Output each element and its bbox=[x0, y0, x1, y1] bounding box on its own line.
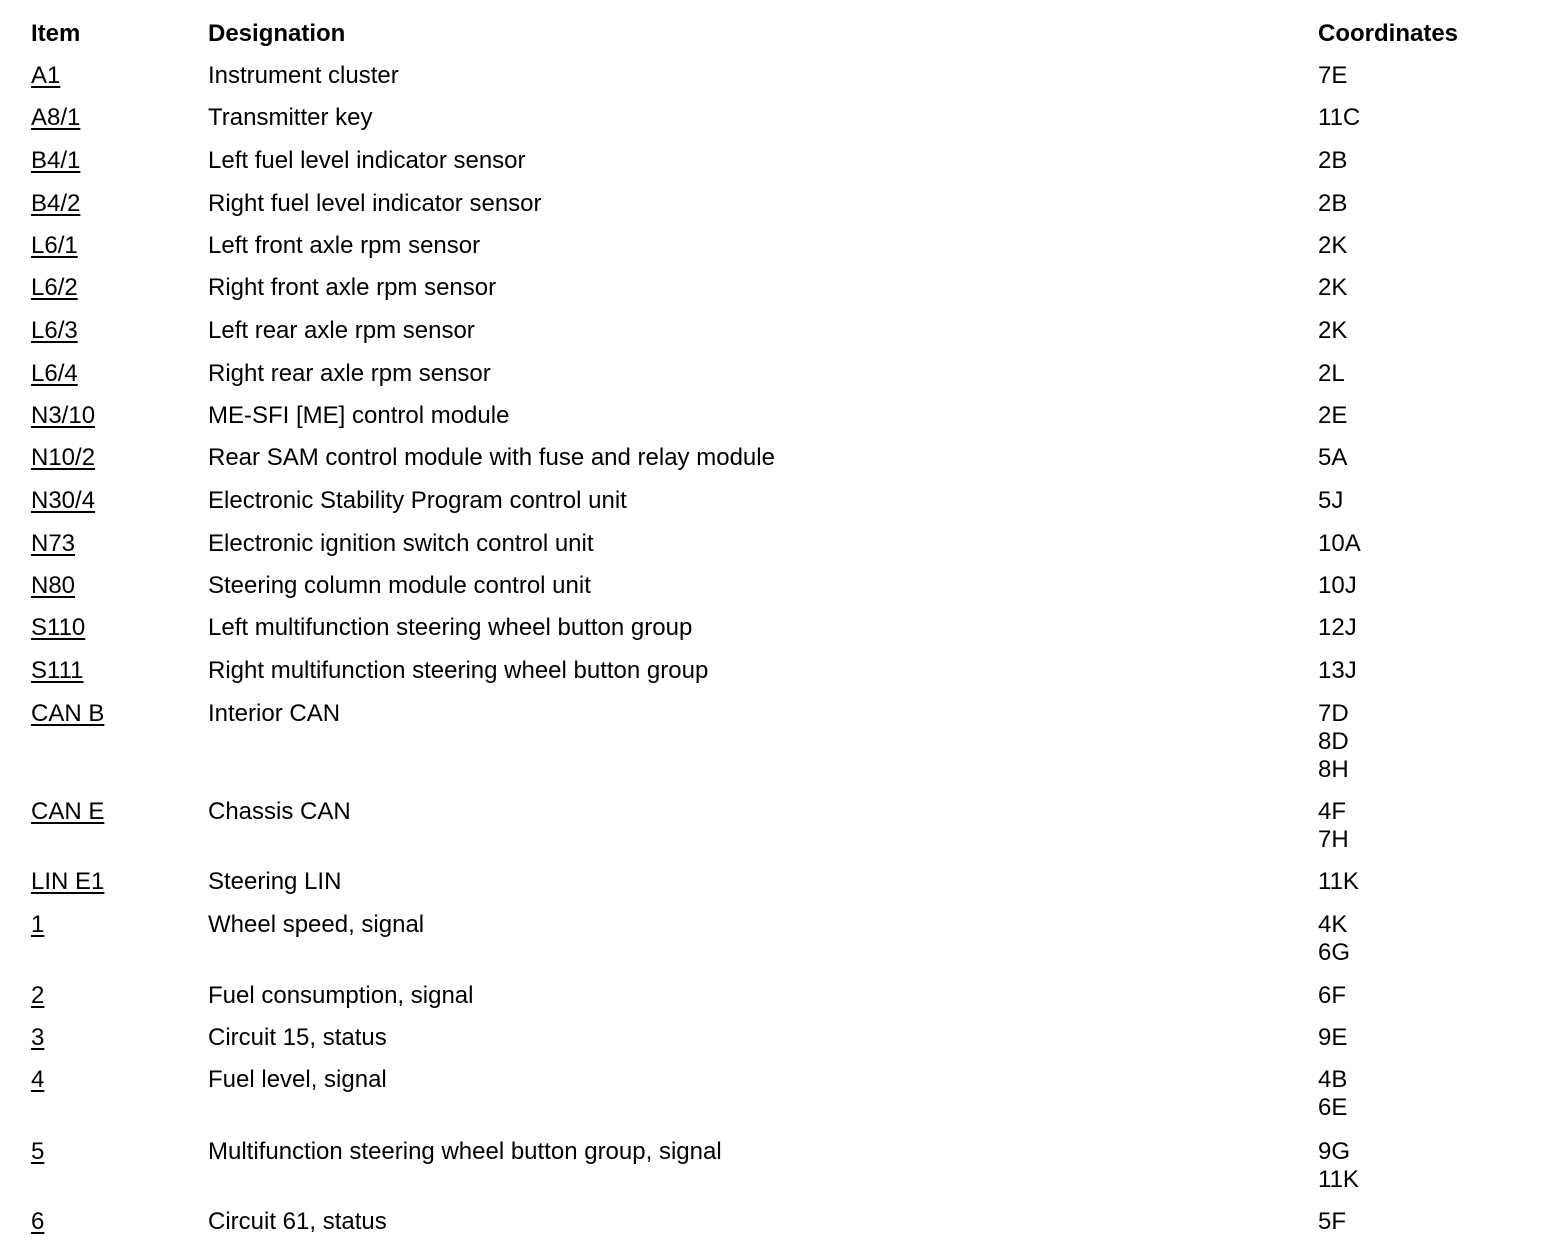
item-cell bbox=[31, 700, 104, 728]
coordinate-value: 4F bbox=[1318, 798, 1347, 825]
item-link[interactable]: L6/1 bbox=[31, 232, 78, 259]
item-cell bbox=[31, 487, 95, 515]
designation-cell: Wheel speed, signal bbox=[208, 911, 425, 938]
item-cell bbox=[31, 982, 44, 1010]
designation-cell: Fuel consumption, signal bbox=[208, 982, 474, 1009]
item-link[interactable]: 3 bbox=[31, 1024, 45, 1051]
coordinate-value: 12J bbox=[1318, 614, 1357, 641]
coordinate-value: 2K bbox=[1318, 317, 1348, 344]
coordinate-value: 10A bbox=[1318, 530, 1361, 557]
coordinate-value: 2L bbox=[1318, 360, 1345, 387]
coordinate-value: 13J bbox=[1318, 657, 1357, 684]
item-cell bbox=[31, 317, 78, 345]
coordinate-value: 8H bbox=[1318, 756, 1349, 783]
coordinates-cell bbox=[1318, 274, 1347, 302]
coordinates-cell bbox=[1318, 614, 1357, 642]
coordinate-value: 4K bbox=[1318, 911, 1348, 938]
designation-cell: Left multifunction steering wheel button group bbox=[208, 614, 693, 641]
designation-cell: Instrument cluster bbox=[208, 62, 399, 89]
coordinate-value: 5A bbox=[1318, 444, 1348, 471]
coordinate-value: 6F bbox=[1318, 982, 1347, 1009]
item-cell bbox=[31, 274, 78, 302]
coordinates-cell bbox=[1318, 868, 1359, 896]
designation-cell: Right multifunction steering wheel button group bbox=[208, 657, 709, 684]
item-link[interactable]: 2 bbox=[31, 982, 45, 1009]
designation-cell: Circuit 61, status bbox=[208, 1208, 387, 1235]
coordinate-value: 7E bbox=[1318, 62, 1348, 89]
item-link[interactable]: N73 bbox=[31, 530, 76, 557]
item-cell bbox=[31, 1024, 44, 1052]
item-cell bbox=[31, 1066, 44, 1094]
header-designation: Designation bbox=[208, 20, 346, 47]
coordinates-cell bbox=[1318, 317, 1347, 345]
designation-cell: Electronic ignition switch control unit bbox=[208, 530, 594, 557]
item-link[interactable]: S110 bbox=[31, 614, 86, 641]
coordinates-cell bbox=[1318, 1024, 1347, 1052]
coordinates-cell bbox=[1318, 798, 1349, 854]
coordinates-cell bbox=[1318, 487, 1343, 515]
coordinates-cell bbox=[1318, 911, 1350, 967]
coordinates-cell bbox=[1318, 360, 1345, 388]
designation-cell: Rear SAM control module with fuse and relay module bbox=[208, 444, 775, 471]
coordinates-cell bbox=[1318, 657, 1357, 685]
coordinates-cell bbox=[1318, 1208, 1346, 1236]
designation-cell: Right fuel level indicator sensor bbox=[208, 190, 542, 217]
designation-cell: ME-SFI [ME] control module bbox=[208, 402, 510, 429]
coordinate-value: 11C bbox=[1318, 104, 1361, 131]
item-link[interactable]: L6/3 bbox=[31, 317, 78, 344]
item-link[interactable]: A1 bbox=[31, 62, 61, 89]
item-cell bbox=[31, 190, 80, 218]
designation-cell: Electronic Stability Program control unit bbox=[208, 487, 627, 514]
item-cell bbox=[31, 360, 78, 388]
designation-cell: Left fuel level indicator sensor bbox=[208, 147, 526, 174]
coordinates-cell bbox=[1318, 62, 1347, 90]
item-link[interactable]: 6 bbox=[31, 1208, 45, 1235]
item-cell bbox=[31, 530, 75, 558]
coordinate-value: 5F bbox=[1318, 1208, 1347, 1235]
coordinates-cell bbox=[1318, 402, 1347, 430]
item-cell bbox=[31, 911, 44, 939]
item-link[interactable]: N3/10 bbox=[31, 402, 96, 429]
header-coordinates: Coordinates bbox=[1318, 20, 1459, 47]
coordinate-value: 6E bbox=[1318, 1094, 1348, 1121]
designation-cell: Left rear axle rpm sensor bbox=[208, 317, 475, 344]
item-link[interactable]: S111 bbox=[31, 657, 84, 684]
coordinates-cell bbox=[1318, 104, 1360, 132]
item-link[interactable]: L6/2 bbox=[31, 274, 78, 301]
item-link[interactable]: CAN B bbox=[31, 700, 105, 727]
designation-cell: Interior CAN bbox=[208, 700, 341, 727]
designation-cell: Chassis CAN bbox=[208, 798, 351, 825]
item-cell bbox=[31, 1208, 44, 1236]
coordinates-cell bbox=[1318, 147, 1347, 175]
item-link[interactable]: N30/4 bbox=[31, 487, 96, 514]
coordinate-value: 2K bbox=[1318, 232, 1348, 259]
item-link[interactable]: A8/1 bbox=[31, 104, 81, 131]
item-cell bbox=[31, 62, 60, 90]
item-link[interactable]: 5 bbox=[31, 1138, 45, 1165]
item-cell bbox=[31, 104, 80, 132]
item-link[interactable]: N80 bbox=[31, 572, 76, 599]
item-link[interactable]: 1 bbox=[31, 911, 45, 938]
coordinates-cell bbox=[1318, 190, 1347, 218]
coordinate-value: 2B bbox=[1318, 190, 1348, 217]
designation-cell: Steering LIN bbox=[208, 868, 342, 895]
coordinate-value: 4B bbox=[1318, 1066, 1348, 1093]
coordinate-value: 8D bbox=[1318, 728, 1349, 755]
item-cell bbox=[31, 868, 104, 896]
item-cell bbox=[31, 402, 95, 430]
item-link[interactable]: CAN E bbox=[31, 798, 105, 825]
coordinate-value: 11K bbox=[1318, 1166, 1359, 1193]
coordinates-cell bbox=[1318, 572, 1357, 600]
designation-cell: Circuit 15, status bbox=[208, 1024, 387, 1051]
item-cell bbox=[31, 444, 95, 472]
coordinate-value: 7H bbox=[1318, 826, 1349, 853]
item-link[interactable]: L6/4 bbox=[31, 360, 78, 387]
item-cell bbox=[31, 798, 104, 826]
coordinates-cell bbox=[1318, 1138, 1359, 1194]
item-cell bbox=[31, 614, 85, 642]
item-link[interactable]: 4 bbox=[31, 1066, 45, 1093]
designation-cell: Multifunction steering wheel button group, signal bbox=[208, 1138, 722, 1165]
coordinate-value: 2K bbox=[1318, 274, 1348, 301]
coordinate-value: 7D bbox=[1318, 700, 1349, 727]
item-cell bbox=[31, 1138, 44, 1166]
coordinates-cell bbox=[1318, 530, 1361, 558]
designation-cell: Left front axle rpm sensor bbox=[208, 232, 481, 259]
item-cell bbox=[31, 572, 75, 600]
coordinate-value: 11K bbox=[1318, 868, 1359, 895]
item-link[interactable]: B4/2 bbox=[31, 190, 81, 217]
designation-cell: Steering column module control unit bbox=[208, 572, 591, 599]
header-item: Item bbox=[31, 20, 81, 47]
designation-cell: Fuel level, signal bbox=[208, 1066, 387, 1093]
coordinate-value: 9G bbox=[1318, 1138, 1351, 1165]
coordinates-cell bbox=[1318, 700, 1349, 784]
coordinates-cell bbox=[1318, 1066, 1347, 1122]
coordinates-cell bbox=[1318, 982, 1346, 1010]
coordinate-value: 2E bbox=[1318, 402, 1348, 429]
item-cell bbox=[31, 232, 78, 260]
item-cell bbox=[31, 657, 84, 685]
coordinate-value: 6G bbox=[1318, 939, 1351, 966]
designation-cell: Right front axle rpm sensor bbox=[208, 274, 497, 301]
coordinate-value: 5J bbox=[1318, 487, 1344, 514]
item-cell bbox=[31, 147, 80, 175]
designation-cell: Transmitter key bbox=[208, 104, 373, 131]
coordinates-cell bbox=[1318, 232, 1347, 260]
coordinate-value: 10J bbox=[1318, 572, 1357, 599]
item-link[interactable]: LIN E1 bbox=[31, 868, 105, 895]
coordinate-value: 2B bbox=[1318, 147, 1348, 174]
coordinates-cell bbox=[1318, 444, 1347, 472]
coordinate-value: 9E bbox=[1318, 1024, 1348, 1051]
item-link[interactable]: N10/2 bbox=[31, 444, 96, 471]
item-link[interactable]: B4/1 bbox=[31, 147, 81, 174]
designation-cell: Right rear axle rpm sensor bbox=[208, 360, 491, 387]
